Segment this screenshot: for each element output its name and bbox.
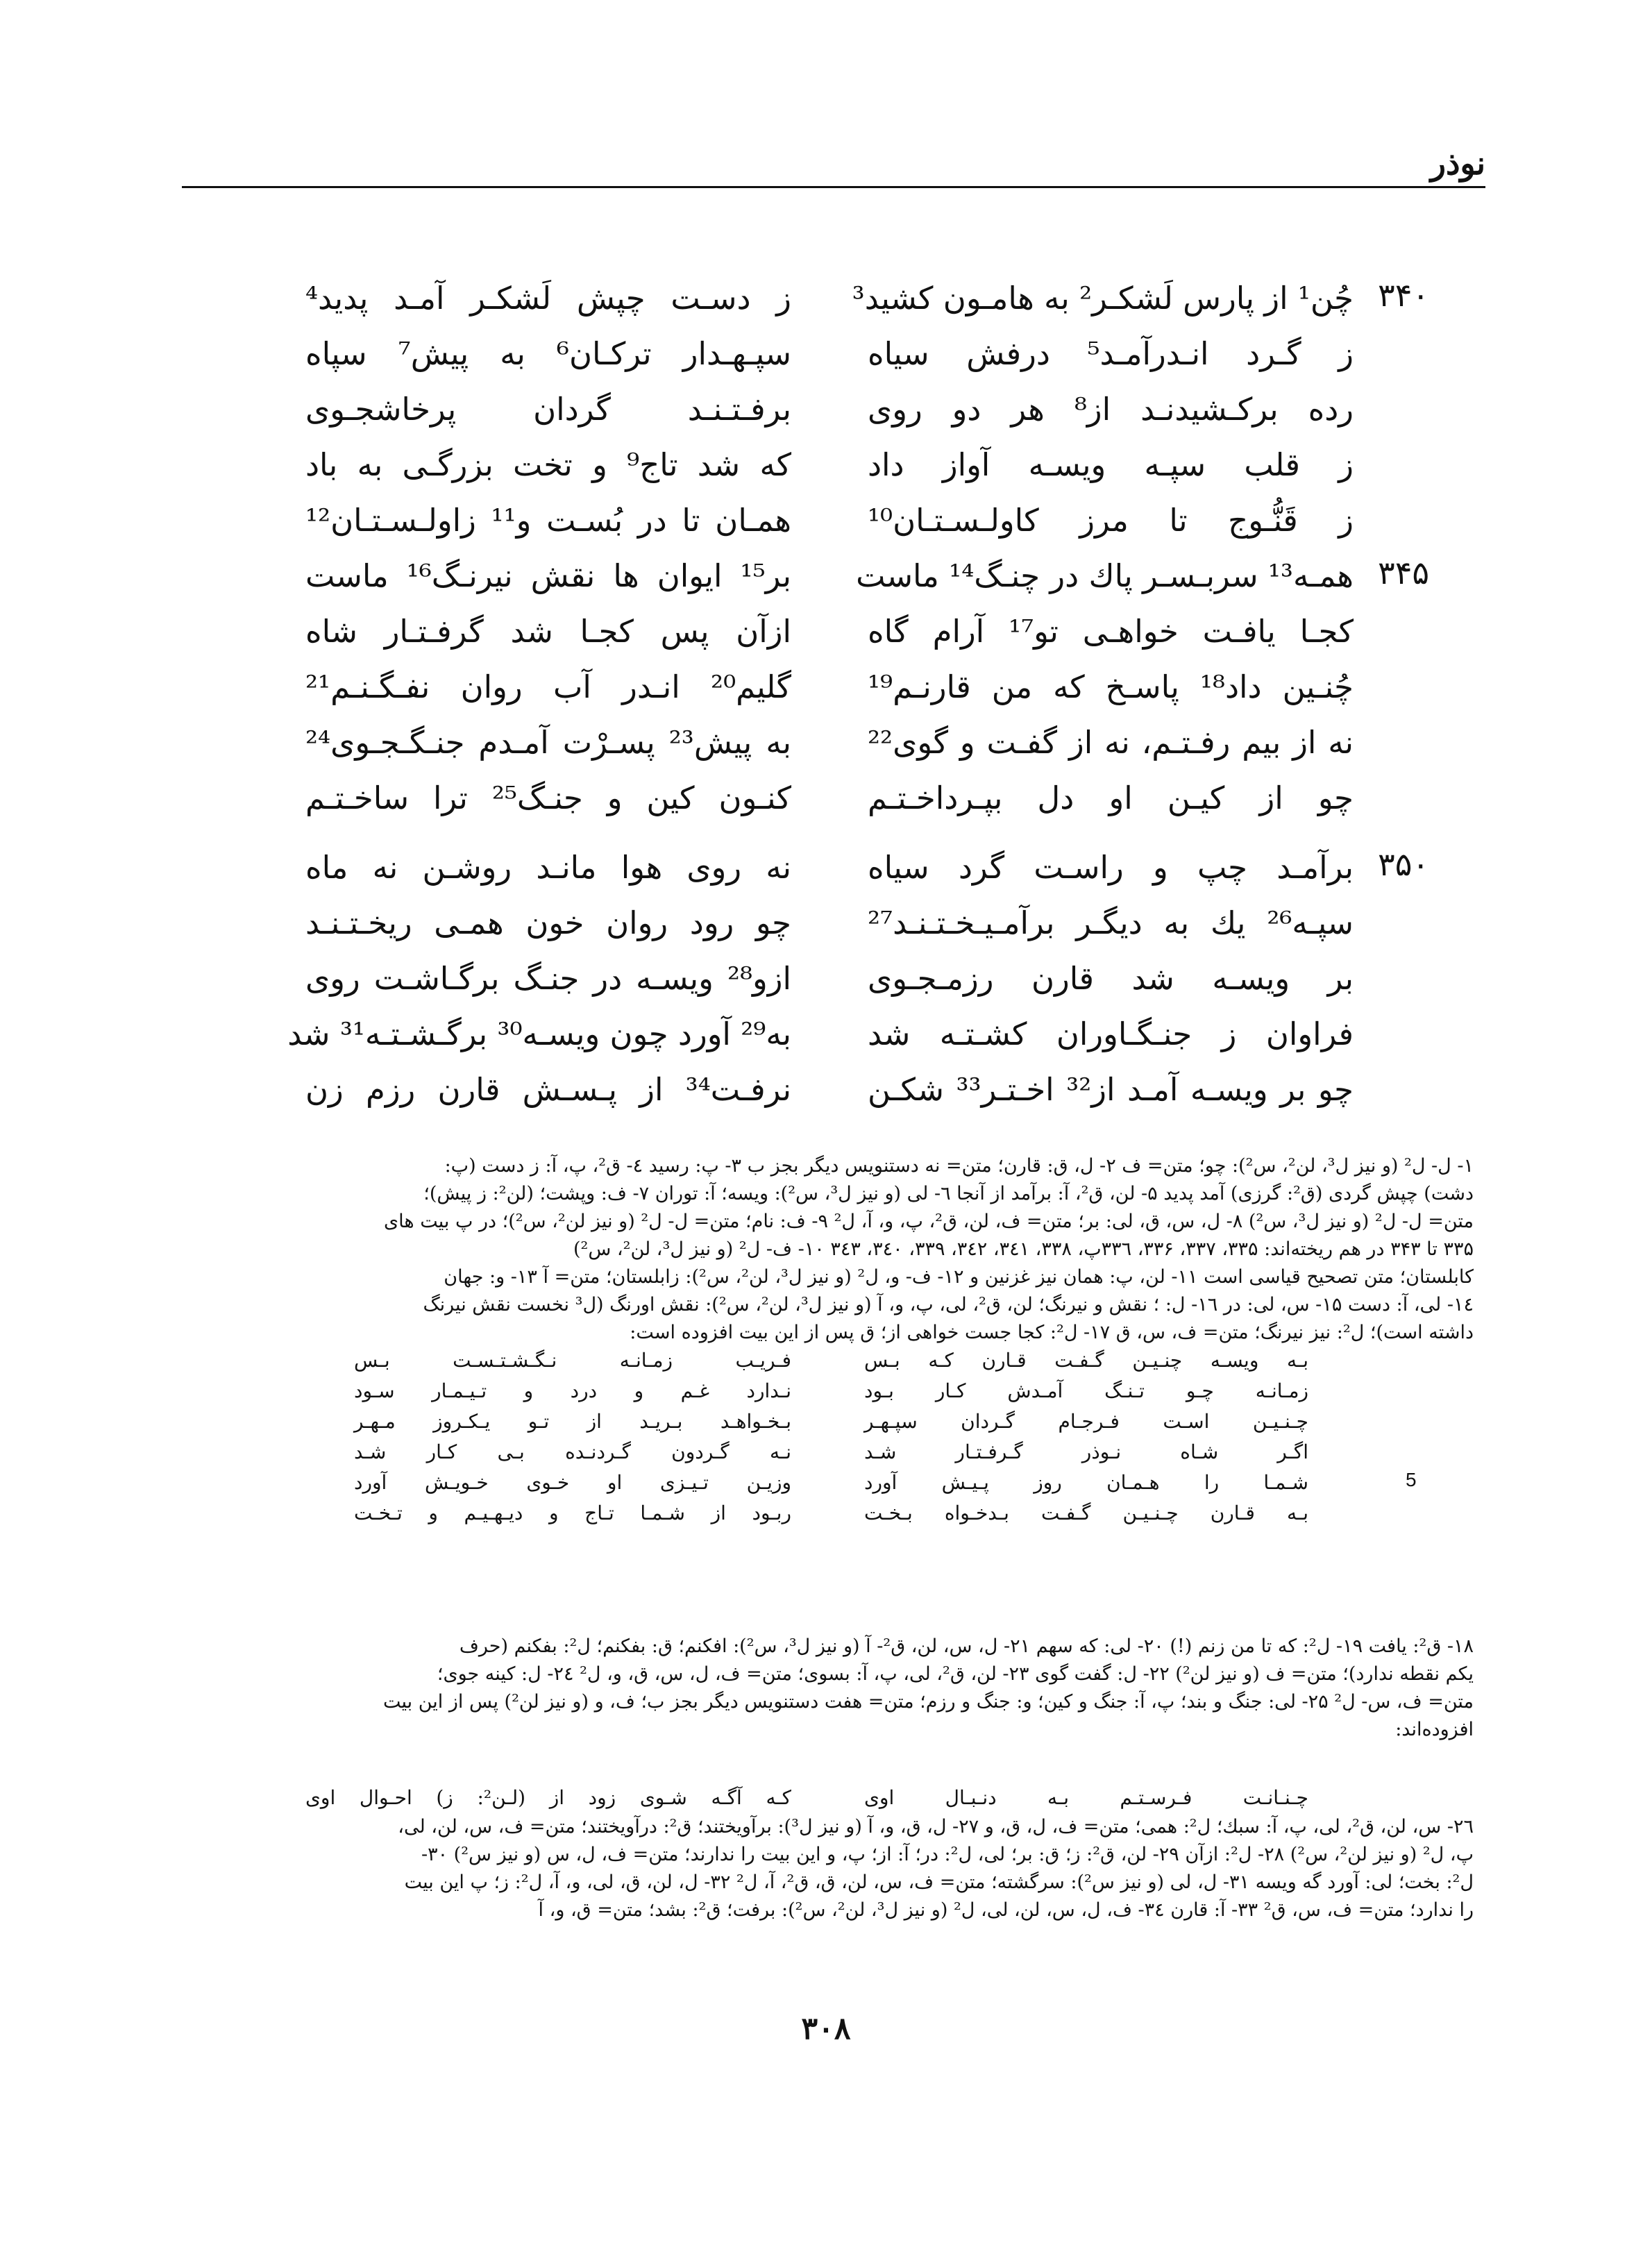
footnote-line: ۱٤- لی، آ: دست ۱۵- س، لی: در ۱٦- ل: ؛ نقش و نیرنگ؛ لن، ق²، لی، پ، و، آ (و نیز ل³، لن²، س²): نقش اورنگ (ل³ نخست نقش نیرنگ bbox=[423, 1294, 1474, 1315]
verse bbox=[0, 1068, 1652, 1123]
verse bbox=[0, 1012, 1652, 1068]
first-hemistich: زمـانـه چـو تـنـگ آمـدش کـار بـود bbox=[864, 1379, 1308, 1402]
second-hemistich: به²⁹ آورد چون ویسـه³⁰ برگـشـتـه³¹ شد bbox=[287, 1016, 791, 1052]
first-hemistich: بـه قـارن چـنـیـن گـفـت بـدخـواه بـخـت bbox=[864, 1502, 1308, 1524]
second-hemistich: کـه آگـه شـوی زود از (لـن²: ز) احـوال اوی bbox=[305, 1786, 791, 1809]
added-verse bbox=[0, 1438, 1652, 1468]
second-hemistich: که شد تاج⁹ و تخت بزرگـی به باد bbox=[305, 446, 791, 483]
verse bbox=[0, 276, 1652, 332]
verse bbox=[0, 609, 1652, 665]
first-hemistich: همـه¹³ سربـسـر پاك در چنـگ¹⁴ ماست bbox=[856, 557, 1354, 594]
first-hemistich: ز قَنُّـوج تا مرز کاولـسـتـان¹⁰ bbox=[868, 502, 1354, 539]
second-hemistich: نرفـت³⁴ از پـسـش قارن رزم زن bbox=[305, 1071, 791, 1108]
verse bbox=[0, 443, 1652, 498]
second-hemistich: کنـون کین و جنـگ²⁵ ترا ساخـتـم bbox=[305, 780, 791, 816]
added-verse bbox=[0, 1469, 1652, 1498]
footnote-line: متن= ل- ل² (و نیز ل³، س²) ۸- ل، س، ق، لی: بر؛ متن= ف، لن، ق²، پ، و، آ، ل² ۹- ف: نام؛ متن= ل- ل² (و نیز لن²، س²)؛ در پ بیت های bbox=[384, 1211, 1474, 1232]
verse-number: ۳۴۵ bbox=[1378, 554, 1430, 591]
first-hemistich: بر ویسـه شد قارن رزمـجـوی bbox=[868, 960, 1354, 997]
header-rule bbox=[182, 186, 1485, 188]
footnote-line: یکم نقطه ندارد)؛ متن= ف (و نیز لن²) ۲۲- ل: گفت گوی ۲۳- لن، ق²، لی، پ، آ: بسوی؛ متن= ف، ل، س، ق، و، ل² ۲٤- ل: کینه جوی؛ bbox=[437, 1663, 1474, 1685]
second-hemistich: ز دسـت چپش لَشکـر آمـد پدید⁴ bbox=[305, 280, 791, 317]
verse bbox=[0, 901, 1652, 957]
second-hemistich: ازو²⁸ ویسـه در جنـگ برگـاشـت روی bbox=[305, 960, 791, 997]
first-hemistich: فراوان ز جنـگـاوران کشـتـه شد bbox=[868, 1016, 1354, 1052]
first-hemistich: چـنـانـت فـرسـتـم بـه دنـبـال اوی bbox=[864, 1786, 1308, 1809]
second-hemistich: ازآن پس کجـا شد گرفـتـار شاه bbox=[305, 613, 791, 650]
second-hemistich: نه روی هوا مانـد روشـن نه ماه bbox=[305, 849, 791, 886]
second-hemistich: نـه گـردون گـردنـده بـی کـار شـد bbox=[354, 1440, 791, 1463]
verse bbox=[0, 721, 1652, 776]
first-hemistich: چُنـین داد¹⁸ پاسـخ که من قارنـم¹⁹ bbox=[868, 669, 1354, 705]
footnotes-block bbox=[177, 1152, 1474, 1347]
page-number: ۳۰۸ bbox=[801, 2011, 851, 2046]
verse bbox=[0, 957, 1652, 1012]
footnote-line: متن= ف، س- ل² ۲۵- لی: جنگ و بند؛ پ، آ: جنگ و کین؛ و: جنگ و رزم؛ متن= هفت دستنویس دیگر بجز ب؛ ف، و (و نیز لن²) پس از این بیت bbox=[382, 1691, 1474, 1713]
footnote-line: داشته است)؛ ل²: نیز نیرنگ؛ متن= ف، س، ق ۱۷- ل²: کجا جست خواهی از؛ ق پس از این بیت افزوده است: bbox=[630, 1322, 1474, 1343]
first-hemistich: کجـا یافـت خواهـی تو¹⁷ آرام گاه bbox=[868, 613, 1354, 650]
footnote-line: افزوده‌اند: bbox=[1395, 1719, 1474, 1740]
first-hemistich: بـه ویسـه چنـیـن گـفـت قـارن کـه بـس bbox=[864, 1349, 1308, 1372]
second-hemistich: فـریـب زمـانـه نـگـشـتـسـت بـس bbox=[354, 1349, 791, 1372]
footnote-line: را ندارد؛ متن= ف، س، ق² ۳۳- آ: قارن ۳٤- ف، ل، س، لن، لی، ل² (و نیز ل³، لن²، س²): برفت؛ ق²: بشد؛ متن= ق، و، آ bbox=[538, 1899, 1474, 1921]
second-hemistich: وزیـن تـیـزی او خـوی خـویـش آورد bbox=[354, 1471, 791, 1494]
added-verse bbox=[0, 1499, 1652, 1529]
first-hemistich: ز قلب سپـه ویسـه آواز داد bbox=[868, 446, 1354, 483]
verse bbox=[0, 332, 1652, 387]
second-hemistich: چو رود روان خون همـی ریخـتـنـد bbox=[305, 905, 791, 941]
first-hemistich: چـنـیـن اسـت فـرجـام گـردان سپـهـر bbox=[864, 1410, 1308, 1433]
verse bbox=[0, 846, 1652, 901]
second-hemistich: سپـهـدار ترکـان⁶ به پیش⁷ سپاه bbox=[305, 335, 791, 372]
footnote-line: ۲٦- س، لن، ق²، لی، پ، آ: سبك؛ ل²: همی؛ متن= ف، ل، ق، و ۲۷- ل، ق، و، آ (و نیز ل³): برآویختند؛ ق²: درآویختند؛ متن= ف، س، لن، لی، bbox=[398, 1816, 1474, 1838]
second-hemistich: نـدارد غـم و درد و تـیـمـار سـود bbox=[354, 1379, 791, 1402]
added-verse bbox=[0, 1784, 1652, 1815]
second-hemistich: همـان تا در بُسـت و¹¹ زاولـسـتـان¹² bbox=[305, 502, 791, 539]
first-hemistich: شـمـا را هـمـان روز پـیـش آورد bbox=[864, 1471, 1308, 1494]
verse bbox=[0, 665, 1652, 721]
footnotes-block bbox=[177, 1633, 1474, 1744]
verse bbox=[0, 554, 1652, 609]
footnote-line bbox=[177, 1924, 1474, 1952]
footnote-line: ۱۸- ق²: یافت ۱۹- ل²: که تا من زنم (!) ۲۰- لی: که سهم ۲۱- ل، س، لن، ق²- آ (و نیز ل³، س²): افکنم؛ ق: بفکنم؛ ل²: بفکنم (حرف bbox=[459, 1636, 1474, 1657]
first-hemistich: چُن¹ از پارس لَشکـر² به هامـون کشید³ bbox=[852, 280, 1354, 317]
first-hemistich: چو از کیـن او دل بپـرداخـتـم bbox=[868, 780, 1354, 816]
first-hemistich: اگـر شـاه نـوذر گـرفـتـار شـد bbox=[864, 1440, 1308, 1463]
first-hemistich: نه از بیم رفـتـم، نه از گفـت و گوی²² bbox=[868, 724, 1354, 761]
verse bbox=[0, 498, 1652, 554]
verse bbox=[0, 776, 1652, 832]
footnote-line: دشت) چپش گردی (ق²: گرزی) آمد پدید ۵- لن، ق²، آ: برآمد از آنجا ٦- لی (و نیز ل³، س²): ویسه؛ آ: توران ۷- ف: وپشت؛ (لن²: ز پیش)؛ bbox=[423, 1183, 1474, 1204]
second-hemistich: گلیم²⁰ انـدر آب روان نفـگـنـم²¹ bbox=[305, 669, 791, 705]
second-hemistich: به پیش²³ پسـرْت آمـدم جنـگـجـوی²⁴ bbox=[305, 724, 791, 761]
footnote-line: پ، ل² (و نیز لن²، س²) ۲۸- ل²: ازآن ۲۹- لن، ق²: ز؛ ق: بر؛ لی، ل²: در؛ آ: از؛ پ، و این بیت را ندارند؛ متن= ف، ل، س (و نیز س²) ۳۰- bbox=[421, 1844, 1474, 1865]
second-hemistich: برفـتـنـد گردان پرخاشجـوی bbox=[305, 391, 791, 428]
footnote-line: کابلستان؛ متن تصحیح قیاسی است ۱۱- لن، پ: همان نیز غزنین و ۱۲- ف- و، ل² (و نیز ل³، لن²، س²): زابلستان؛ متن= آ ۱۳- و: جهان bbox=[444, 1266, 1474, 1288]
first-hemistich: رده برکـشیدنـد از⁸ هر دو روی bbox=[868, 391, 1354, 428]
first-hemistich: ز گـرد انـدرآمـد⁵ درفش سیاه bbox=[868, 335, 1354, 372]
second-hemistich: بر¹⁵ ایوان ها نقش نیرنـگ¹⁶ ماست bbox=[305, 557, 791, 594]
second-hemistich: بـخـواهـد بـریـد از تـو یـکـروز مـهـر bbox=[354, 1410, 791, 1433]
verse-number: ۳۴۰ bbox=[1378, 276, 1430, 314]
first-hemistich: برآمـد چپ و راسـت گرد سیاه bbox=[868, 849, 1354, 886]
footnotes-block bbox=[177, 1813, 1474, 1952]
first-hemistich: چو بر ویسـه آمـد از³² اخـتـر³³ شکـن bbox=[868, 1071, 1354, 1108]
second-hemistich: ربـود از شـمـا تـاج و دیـهـیـم و تـخـت bbox=[354, 1502, 791, 1524]
first-hemistich: سپـه²⁶ یك به دیگـر برآمـیـخـتـنـد²⁷ bbox=[868, 905, 1354, 941]
added-verse-number: 5 bbox=[1406, 1469, 1417, 1490]
footnote-line: ۱- ل- ل² (و نیز ل³، لن²، س²): چو؛ متن= ف ۲- ل، ق: قارن؛ متن= نه دستنویس دیگر بجز ب ۳- پ: رسید ٤- ق²، پ، آ: ز دست (پ: bbox=[444, 1155, 1474, 1177]
verse-number: ۳۵۰ bbox=[1378, 846, 1430, 883]
footnote-line: ۳۳۵ تا ۳۴۳ در هم ریخته‌اند: ۳۳۵، ۳۳۷، ۳۳۶، ۳۳٦پ، ۳۳۸، ۳٤۱، ۳٤۲، ۳۳۹، ۳٤۰، ۳٤۳ ۱۰- ف- ل² (و نیز ل³، لن²، س²) bbox=[573, 1238, 1474, 1260]
added-verse bbox=[0, 1347, 1652, 1376]
footnote-line: ل²: بخت؛ لی: آورد گه ویسه ۳۱- ل، لی (و نیز س²): سرگشته؛ متن= ف، س، لن، ق، ق²، آ، ل² ۳۲- ل، لن، ق، لی، و، آ، ل²: ز؛ پ این بیت bbox=[404, 1872, 1474, 1893]
verse bbox=[0, 387, 1652, 443]
added-verse bbox=[0, 1377, 1652, 1406]
running-title: نوذر bbox=[1430, 144, 1485, 182]
added-verse bbox=[0, 1408, 1652, 1437]
